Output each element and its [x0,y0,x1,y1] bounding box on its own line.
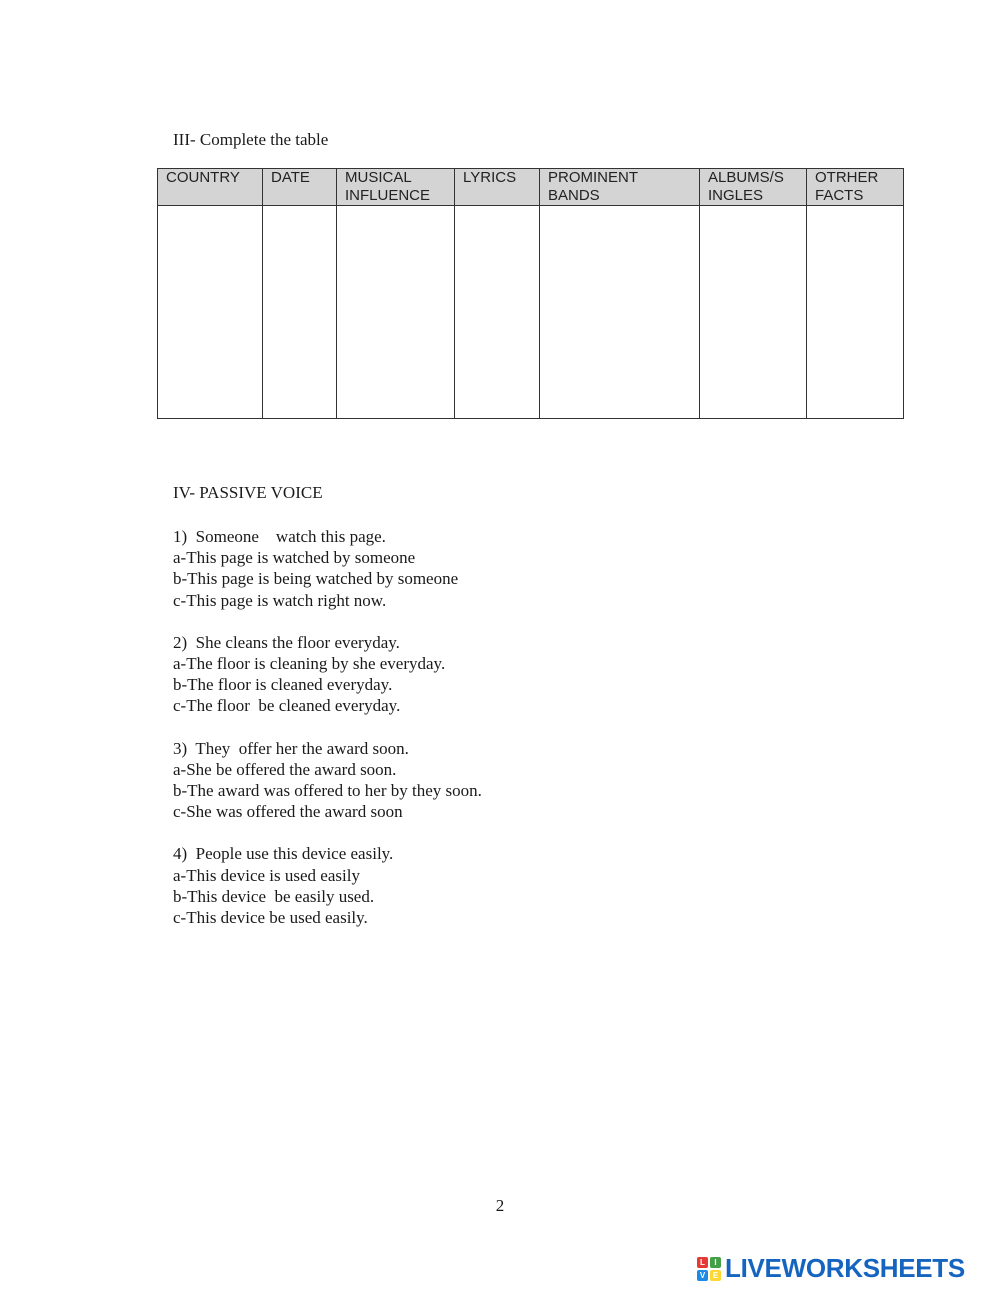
brand-icon-tile: E [710,1270,721,1281]
answer-option[interactable]: c-The floor be cleaned everyday. [173,696,401,716]
column-header-line: PROMINENT [548,169,638,186]
column-header-line: FACTS [815,187,864,204]
column-header-line: OTRHER [815,169,879,186]
answer-option[interactable]: c-She was offered the award soon [173,802,403,822]
complete-table [157,168,904,419]
answer-option[interactable]: a-This page is watched by someone [173,548,416,568]
table-row [158,206,904,419]
answer-cell[interactable] [263,206,337,419]
column-header-line: BANDS [548,187,600,204]
answer-cell[interactable] [455,206,540,419]
column-header [540,169,700,206]
section-3-title: III- Complete the table [173,130,329,149]
column-header-line: MUSICAL [345,169,412,186]
column-header-line: INFLUENCE [345,187,431,204]
answer-option[interactable]: b-This page is being watched by someone [173,569,459,589]
liveworksheets-logo [697,1253,965,1284]
brand-icon-tile: I [710,1257,721,1268]
question-prompt: 4) People use this device easily. [173,844,394,864]
answer-option[interactable]: a-This device is used easily [173,865,360,885]
answer-option[interactable]: c-This page is watch right now. [173,590,387,610]
answer-cell[interactable] [158,206,263,419]
column-header [807,169,904,206]
section-4-title: IV- PASSIVE VOICE [173,483,323,502]
answer-cell[interactable] [337,206,455,419]
table-header-row [158,169,904,206]
answer-option[interactable]: b-The floor is cleaned everyday. [173,675,393,695]
column-header [700,169,807,206]
question-1 [173,526,773,611]
answer-option[interactable]: b-The award was offered to her by they soon. [173,781,482,801]
column-header-line: COUNTRY [166,169,240,186]
brand-name: LIVEWORKSHEETS [725,1253,965,1283]
column-header [455,169,540,206]
page-number: 2 [495,1196,505,1215]
column-header-line: DATE [271,169,310,186]
answer-cell[interactable] [700,206,807,419]
passive-voice-questions [173,526,773,949]
answer-option[interactable]: a-The floor is cleaning by she everyday. [173,654,446,674]
answer-cell[interactable] [807,206,904,419]
column-header-line: LYRICS [463,169,517,186]
column-header-line: ALBUMS/S [708,169,784,186]
brand-icon-tile: L [697,1257,708,1268]
brand-icon-tile: V [697,1270,708,1281]
column-header [263,169,337,206]
question-prompt: 1) Someone watch this page. [173,527,386,546]
column-header [158,169,263,206]
answer-option[interactable]: b-This device be easily used. [173,886,375,906]
question-4 [173,843,773,928]
answer-option[interactable]: a-She be offered the award soon. [173,759,397,779]
liveworksheets-icon [697,1257,721,1281]
answer-option[interactable]: c-This device be used easily. [173,908,368,928]
answer-cell[interactable] [540,206,700,419]
question-3 [173,738,773,823]
question-2 [173,632,773,717]
question-prompt: 2) She cleans the floor everyday. [173,632,400,652]
column-header [337,169,455,206]
column-header-line: INGLES [708,187,764,204]
question-prompt: 3) They offer her the award soon. [173,738,409,758]
